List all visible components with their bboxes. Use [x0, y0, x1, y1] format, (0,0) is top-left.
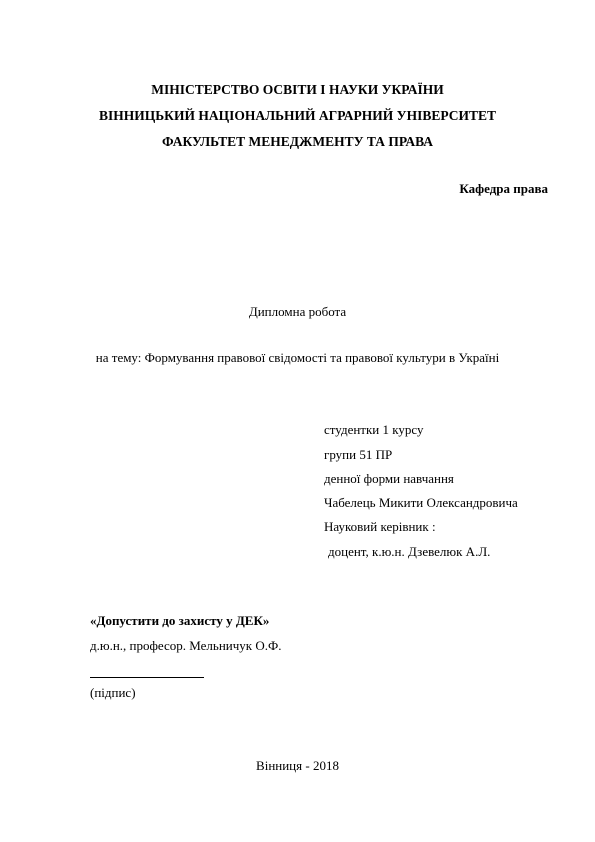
- supervisor-name: доцент, к.ю.н. Дзевелюк А.Л.: [328, 544, 491, 559]
- ministry-heading: МІНІСТЕРСТВО ОСВІТИ І НАУКИ УКРАЇНИ: [151, 82, 444, 97]
- student-study-form: денної форми навчання: [324, 471, 454, 486]
- student-group: групи 51 ПР: [324, 447, 393, 462]
- department-label: Кафедра права: [459, 181, 548, 196]
- university-heading: ВІННИЦЬКИЙ НАЦІОНАЛЬНИЙ АГРАРНИЙ УНІВЕРСИТЕТ: [98, 108, 497, 123]
- admission-label: «Допустити до захисту у ДЕК»: [90, 613, 270, 628]
- work-type: Дипломна робота: [248, 304, 347, 319]
- signature-line: [90, 677, 204, 678]
- faculty-heading: ФАКУЛЬТЕТ МЕНЕДЖМЕНТУ ТА ПРАВА: [161, 134, 434, 149]
- supervisor-label: Науковий керівник :: [324, 519, 436, 534]
- work-topic: на тему: Формування правової свідомості та правової культури в Україні: [95, 350, 500, 365]
- admission-approver: д.ю.н., професор. Мельничук О.Ф.: [90, 638, 282, 653]
- student-course: студентки 1 курсу: [324, 422, 424, 437]
- student-name: Чабелець Микити Олександровича: [324, 495, 518, 510]
- place-year: Вінниця - 2018: [256, 758, 339, 773]
- signature-label: (підпис): [90, 685, 136, 700]
